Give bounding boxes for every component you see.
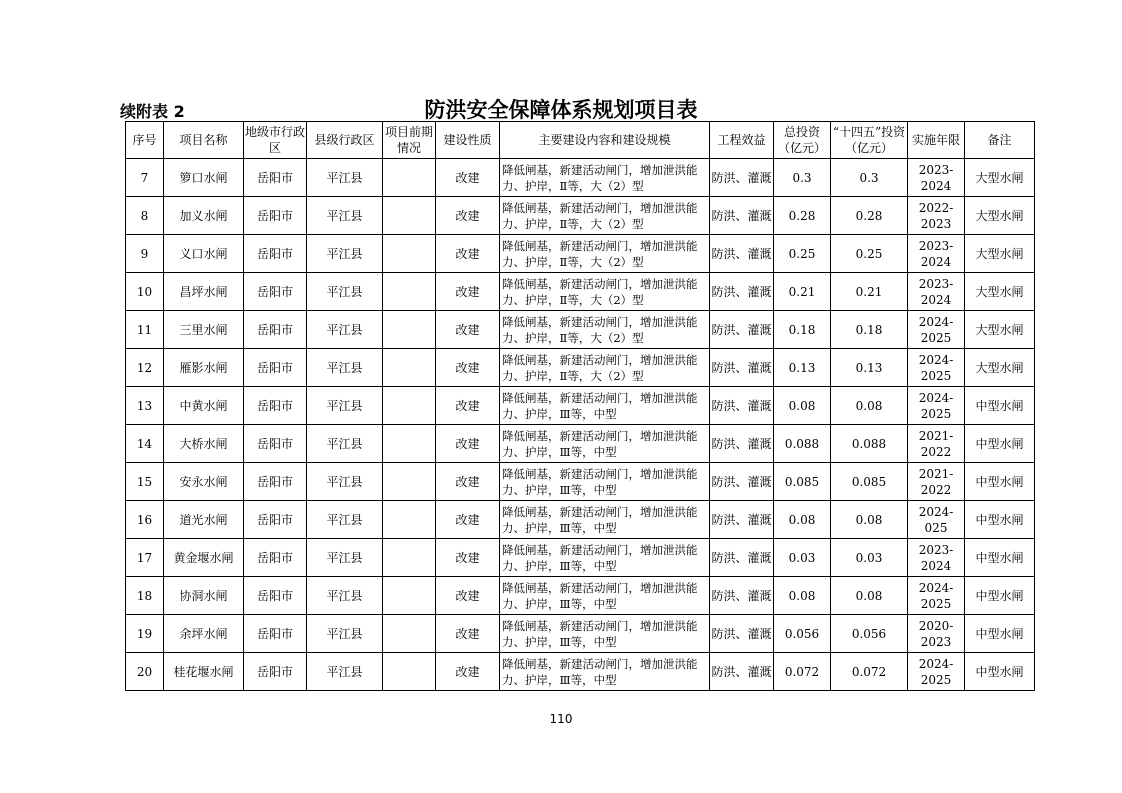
table-body [126, 159, 1035, 691]
cell-note: 大型水闸 [965, 159, 1035, 197]
cell-fyp: 0.18 [831, 311, 908, 349]
cell-content: 降低闸基，新建活动闸门，增加泄洪能力、护岸，Ⅱ等，大（2）型 [500, 159, 710, 197]
cell-note: 中型水闸 [965, 577, 1035, 615]
cell-nature: 改建 [436, 349, 500, 387]
cell-fyp: 0.28 [831, 197, 908, 235]
cell-prelim [383, 387, 436, 425]
cell-county: 平江县 [307, 539, 383, 577]
cell-nature: 改建 [436, 235, 500, 273]
cell-name: 三里水闸 [164, 311, 244, 349]
cell-city: 岳阳市 [244, 159, 307, 197]
cell-benefit: 防洪、灌溉 [710, 425, 774, 463]
table-row [126, 197, 1035, 235]
cell-note: 中型水闸 [965, 387, 1035, 425]
table-row [126, 425, 1035, 463]
table-row [126, 501, 1035, 539]
table-row [126, 273, 1035, 311]
cell-nature: 改建 [436, 273, 500, 311]
cell-years: 2024-2025 [908, 349, 965, 387]
cell-no: 11 [126, 311, 164, 349]
table-row [126, 311, 1035, 349]
cell-name: 义口水闸 [164, 235, 244, 273]
cell-content: 降低闸基，新建活动闸门，增加泄洪能力、护岸，Ⅲ等，中型 [500, 501, 710, 539]
cell-nature: 改建 [436, 197, 500, 235]
cell-no: 19 [126, 615, 164, 653]
cell-content: 降低闸基，新建活动闸门，增加泄洪能力、护岸，Ⅱ等，大（2）型 [500, 349, 710, 387]
cell-benefit: 防洪、灌溉 [710, 235, 774, 273]
col-header-county: 县级行政区 [307, 122, 383, 159]
cell-total: 0.3 [774, 159, 831, 197]
cell-no: 9 [126, 235, 164, 273]
cell-total: 0.13 [774, 349, 831, 387]
cell-county: 平江县 [307, 577, 383, 615]
table-row [126, 387, 1035, 425]
cell-years: 2023-2024 [908, 235, 965, 273]
cell-benefit: 防洪、灌溉 [710, 387, 774, 425]
cell-content: 降低闸基，新建活动闸门，增加泄洪能力、护岸，Ⅱ等，大（2）型 [500, 197, 710, 235]
cell-years: 2022-2023 [908, 197, 965, 235]
cell-prelim [383, 273, 436, 311]
cell-county: 平江县 [307, 387, 383, 425]
cell-city: 岳阳市 [244, 197, 307, 235]
cell-city: 岳阳市 [244, 387, 307, 425]
cell-prelim [383, 197, 436, 235]
table-row [126, 577, 1035, 615]
cell-nature: 改建 [436, 159, 500, 197]
table-header [126, 122, 1035, 159]
cell-years: 2024-2025 [908, 653, 965, 691]
cell-prelim [383, 349, 436, 387]
cell-years: 2023-2024 [908, 159, 965, 197]
cell-benefit: 防洪、灌溉 [710, 159, 774, 197]
cell-city: 岳阳市 [244, 615, 307, 653]
table-row [126, 539, 1035, 577]
cell-benefit: 防洪、灌溉 [710, 615, 774, 653]
col-header-city: 地级市行政区 [244, 122, 307, 159]
cell-fyp: 0.056 [831, 615, 908, 653]
cell-fyp: 0.3 [831, 159, 908, 197]
cell-no: 20 [126, 653, 164, 691]
cell-benefit: 防洪、灌溉 [710, 577, 774, 615]
cell-total: 0.21 [774, 273, 831, 311]
cell-benefit: 防洪、灌溉 [710, 349, 774, 387]
cell-nature: 改建 [436, 425, 500, 463]
table-row [126, 159, 1035, 197]
cell-fyp: 0.072 [831, 653, 908, 691]
cell-county: 平江县 [307, 615, 383, 653]
cell-prelim [383, 501, 436, 539]
cell-years: 2024-025 [908, 501, 965, 539]
table-row [126, 463, 1035, 501]
cell-county: 平江县 [307, 273, 383, 311]
cell-county: 平江县 [307, 235, 383, 273]
cell-fyp: 0.085 [831, 463, 908, 501]
cell-city: 岳阳市 [244, 235, 307, 273]
cell-no: 18 [126, 577, 164, 615]
cell-years: 2024-2025 [908, 577, 965, 615]
cell-years: 2024-2025 [908, 311, 965, 349]
cell-benefit: 防洪、灌溉 [710, 539, 774, 577]
cell-city: 岳阳市 [244, 501, 307, 539]
cell-fyp: 0.25 [831, 235, 908, 273]
cell-note: 中型水闸 [965, 615, 1035, 653]
cell-content: 降低闸基，新建活动闸门，增加泄洪能力、护岸，Ⅲ等，中型 [500, 387, 710, 425]
cell-total: 0.03 [774, 539, 831, 577]
cell-fyp: 0.08 [831, 387, 908, 425]
cell-prelim [383, 311, 436, 349]
cell-benefit: 防洪、灌溉 [710, 311, 774, 349]
cell-name: 中黄水闸 [164, 387, 244, 425]
cell-fyp: 0.13 [831, 349, 908, 387]
col-header-nature: 建设性质 [436, 122, 500, 159]
col-header-prelim: 项目前期情况 [383, 122, 436, 159]
cell-county: 平江县 [307, 311, 383, 349]
cell-fyp: 0.08 [831, 577, 908, 615]
header-row [126, 122, 1035, 159]
cell-content: 降低闸基，新建活动闸门，增加泄洪能力、护岸，Ⅲ等，中型 [500, 615, 710, 653]
cell-prelim [383, 615, 436, 653]
cell-years: 2020-2023 [908, 615, 965, 653]
cell-content: 降低闸基，新建活动闸门，增加泄洪能力、护岸，Ⅲ等，中型 [500, 539, 710, 577]
cell-name: 桂花堰水闸 [164, 653, 244, 691]
cell-prelim [383, 425, 436, 463]
cell-note: 大型水闸 [965, 197, 1035, 235]
cell-county: 平江县 [307, 197, 383, 235]
col-header-name: 项目名称 [164, 122, 244, 159]
cell-city: 岳阳市 [244, 653, 307, 691]
cell-nature: 改建 [436, 387, 500, 425]
cell-total: 0.08 [774, 501, 831, 539]
cell-no: 8 [126, 197, 164, 235]
cell-content: 降低闸基，新建活动闸门，增加泄洪能力、护岸，Ⅱ等，大（2）型 [500, 273, 710, 311]
cell-county: 平江县 [307, 159, 383, 197]
cell-name: 昌坪水闸 [164, 273, 244, 311]
cell-fyp: 0.088 [831, 425, 908, 463]
cell-county: 平江县 [307, 463, 383, 501]
cell-no: 17 [126, 539, 164, 577]
cell-city: 岳阳市 [244, 349, 307, 387]
cell-name: 余坪水闸 [164, 615, 244, 653]
cell-prelim [383, 463, 436, 501]
cell-county: 平江县 [307, 653, 383, 691]
cell-years: 2021-2022 [908, 463, 965, 501]
cell-name: 大桥水闸 [164, 425, 244, 463]
cell-note: 中型水闸 [965, 425, 1035, 463]
project-table [125, 121, 1035, 691]
cell-total: 0.28 [774, 197, 831, 235]
cell-total: 0.08 [774, 577, 831, 615]
cell-benefit: 防洪、灌溉 [710, 653, 774, 691]
cell-nature: 改建 [436, 463, 500, 501]
cell-name: 雁影水闸 [164, 349, 244, 387]
cell-years: 2024-2025 [908, 387, 965, 425]
page-title: 防洪安全保障体系规划项目表 [424, 98, 698, 122]
cell-prelim [383, 159, 436, 197]
cell-prelim [383, 653, 436, 691]
cell-prelim [383, 539, 436, 577]
cell-nature: 改建 [436, 577, 500, 615]
cell-total: 0.085 [774, 463, 831, 501]
cell-benefit: 防洪、灌溉 [710, 197, 774, 235]
cell-city: 岳阳市 [244, 311, 307, 349]
cell-name: 协洞水闸 [164, 577, 244, 615]
cell-note: 大型水闸 [965, 273, 1035, 311]
cell-city: 岳阳市 [244, 273, 307, 311]
col-header-total: 总投资（亿元） [774, 122, 831, 159]
cell-no: 15 [126, 463, 164, 501]
cell-total: 0.18 [774, 311, 831, 349]
cell-county: 平江县 [307, 501, 383, 539]
cell-years: 2021-2022 [908, 425, 965, 463]
cell-benefit: 防洪、灌溉 [710, 463, 774, 501]
cell-city: 岳阳市 [244, 577, 307, 615]
table-row [126, 653, 1035, 691]
cell-fyp: 0.21 [831, 273, 908, 311]
cell-no: 13 [126, 387, 164, 425]
cell-prelim [383, 235, 436, 273]
cell-note: 大型水闸 [965, 311, 1035, 349]
cell-county: 平江县 [307, 349, 383, 387]
cell-nature: 改建 [436, 653, 500, 691]
cell-nature: 改建 [436, 539, 500, 577]
cell-name: 箩口水闸 [164, 159, 244, 197]
cell-years: 2023-2024 [908, 539, 965, 577]
cell-note: 中型水闸 [965, 463, 1035, 501]
table-label: 续附表 2 [120, 102, 185, 121]
cell-benefit: 防洪、灌溉 [710, 501, 774, 539]
cell-city: 岳阳市 [244, 539, 307, 577]
cell-nature: 改建 [436, 501, 500, 539]
cell-city: 岳阳市 [244, 425, 307, 463]
cell-years: 2023-2024 [908, 273, 965, 311]
page-number: 110 [549, 712, 573, 726]
cell-content: 降低闸基，新建活动闸门，增加泄洪能力、护岸，Ⅲ等，中型 [500, 577, 710, 615]
cell-note: 中型水闸 [965, 539, 1035, 577]
cell-note: 中型水闸 [965, 501, 1035, 539]
cell-total: 0.056 [774, 615, 831, 653]
col-header-content: 主要建设内容和建设规模 [500, 122, 710, 159]
cell-note: 中型水闸 [965, 653, 1035, 691]
cell-total: 0.088 [774, 425, 831, 463]
table-row [126, 615, 1035, 653]
cell-total: 0.25 [774, 235, 831, 273]
cell-no: 16 [126, 501, 164, 539]
cell-content: 降低闸基，新建活动闸门，增加泄洪能力、护岸，Ⅱ等，大（2）型 [500, 235, 710, 273]
cell-county: 平江县 [307, 425, 383, 463]
cell-name: 安永水闸 [164, 463, 244, 501]
cell-no: 12 [126, 349, 164, 387]
col-header-years: 实施年限 [908, 122, 965, 159]
cell-name: 黄金堰水闸 [164, 539, 244, 577]
cell-city: 岳阳市 [244, 463, 307, 501]
col-header-benefit: 工程效益 [710, 122, 774, 159]
cell-name: 加义水闸 [164, 197, 244, 235]
col-header-note: 备注 [965, 122, 1035, 159]
cell-fyp: 0.08 [831, 501, 908, 539]
cell-content: 降低闸基，新建活动闸门，增加泄洪能力、护岸，Ⅲ等，中型 [500, 653, 710, 691]
cell-benefit: 防洪、灌溉 [710, 273, 774, 311]
cell-fyp: 0.03 [831, 539, 908, 577]
cell-content: 降低闸基，新建活动闸门，增加泄洪能力、护岸，Ⅲ等，中型 [500, 425, 710, 463]
cell-prelim [383, 577, 436, 615]
cell-name: 道光水闸 [164, 501, 244, 539]
cell-no: 7 [126, 159, 164, 197]
col-header-fyp: “十四五”投资（亿元） [831, 122, 908, 159]
table-row [126, 235, 1035, 273]
cell-content: 降低闸基，新建活动闸门，增加泄洪能力、护岸，Ⅲ等，中型 [500, 463, 710, 501]
cell-total: 0.072 [774, 653, 831, 691]
cell-content: 降低闸基，新建活动闸门，增加泄洪能力、护岸，Ⅱ等，大（2）型 [500, 311, 710, 349]
cell-note: 大型水闸 [965, 235, 1035, 273]
cell-no: 14 [126, 425, 164, 463]
cell-no: 10 [126, 273, 164, 311]
table-row [126, 349, 1035, 387]
cell-nature: 改建 [436, 311, 500, 349]
cell-nature: 改建 [436, 615, 500, 653]
col-header-no: 序号 [126, 122, 164, 159]
cell-note: 大型水闸 [965, 349, 1035, 387]
cell-total: 0.08 [774, 387, 831, 425]
